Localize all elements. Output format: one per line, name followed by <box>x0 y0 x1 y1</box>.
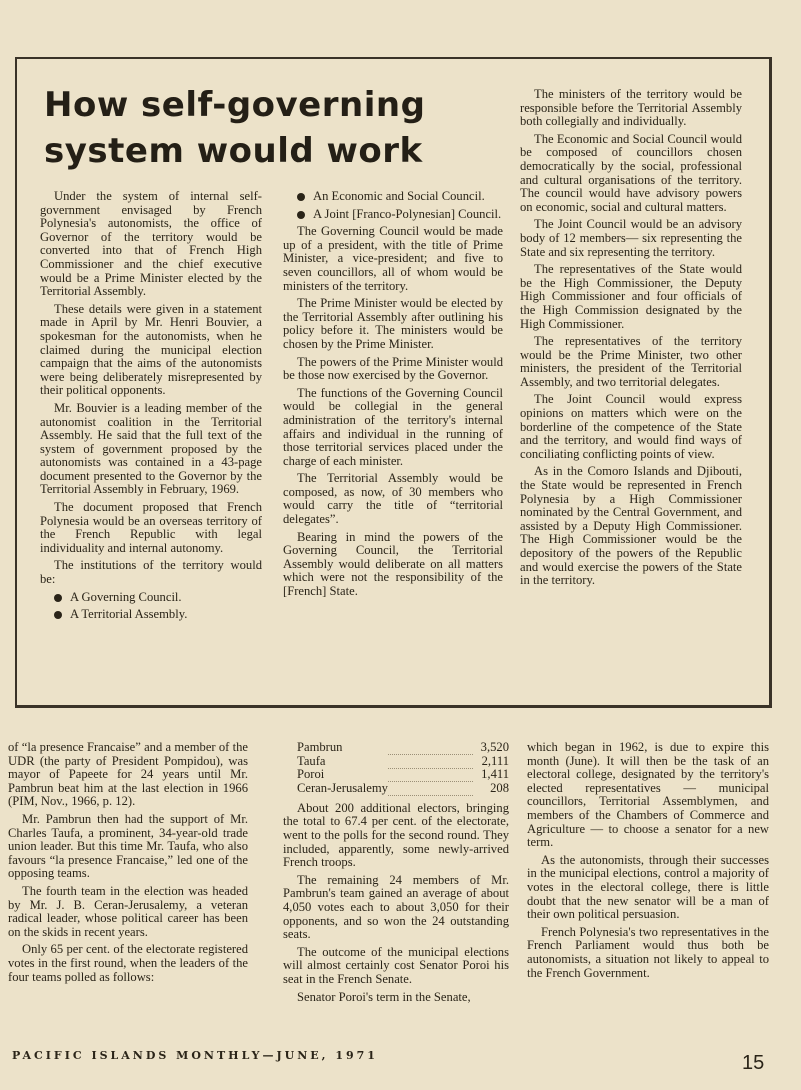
paragraph: As in the Comoro Islands and Djibouti, the State would be represented in French Polynesia by a High Commissioner nominated by the Central Government, and assisted by a Deputy High Commissioner. The High Commissioner would be the depository of the powers of the Republic and would exercise the powers of the State in the territory. <box>520 464 742 588</box>
paragraph: These details were given in a statement made in April by Mr. Henri Bouvier, a spokesman for the autonomists, when he claimed during the municipal election campaign that the aims of the autonomists were being deliberately misrepresented by their political opponents. <box>40 301 262 398</box>
bullet-dot-icon <box>54 611 62 619</box>
paragraph: French Polynesia's two representatives in the French Parliament would thus both be autonomists, a situation not likely to appeal to the French Government. <box>527 924 769 980</box>
headline: How self-governing system would work <box>44 85 426 171</box>
paragraph: Under the system of internal self-government envisaged by French Polynesia's autonomists, the office of Governor of the territory would be converted into that of French High Commissioner and the chief executive would be a Prime Minister elected by the Territorial Assembly. <box>40 189 262 299</box>
paragraph: The powers of the Prime Minister would be those now exercised by the Governor. <box>283 354 503 383</box>
table-row: Poroi 1,411 <box>297 767 509 782</box>
paragraph: The representatives of the State would be the High Commissioner, the Deputy High Commissioner and four officials of the High Commission designated by the High Commissioner. <box>520 262 742 331</box>
paragraph: Mr. Bouvier is a leading member of the autonomist coalition in the Territorial Assembly. He said that the full text of the system of government proposed by the autonomists was contained in a 43-page document presented to the Governor by the Territorial Assembly in February, 1969. <box>40 400 262 497</box>
article-column-2 <box>283 190 503 603</box>
bullet-dot-icon <box>54 594 62 602</box>
paragraph: The Economic and Social Council would be composed of councillors chosen democratically by the social, professional and cultural organisations of the territory. The council would have advisory powers on economic, social and cultural matters. <box>520 131 742 214</box>
bullet-dot-icon <box>297 193 305 201</box>
vote-results-table <box>283 741 509 796</box>
paragraph: About 200 additional electors, bringing the total to 67.4 per cent. of the electorate, went to the polls for the second round. They included, apparently, some newly-arrived French troops. <box>283 800 509 870</box>
list-item: A Governing Council. <box>40 591 262 605</box>
list-item: A Joint [Franco-Polynesian] Council. <box>283 208 503 222</box>
paragraph: Bearing in mind the powers of the Governing Council, the Territorial Assembly would deliberate on all matters which were not the responsibility of the [French] State. <box>283 529 503 599</box>
magazine-footer: PACIFIC ISLANDS MONTHLY—JUNE, 1971 <box>12 1049 378 1062</box>
lower-column-2 <box>283 741 509 1008</box>
list-item: An Economic and Social Council. <box>283 190 503 204</box>
paragraph: The outcome of the municipal elections will almost certainly cost Senator Poroi his seat in the French Senate. <box>283 944 509 986</box>
table-row: Taufa 2,111 <box>297 753 509 768</box>
lower-column-3 <box>527 741 769 984</box>
bullet-dot-icon <box>297 211 305 219</box>
paragraph: The Joint Council would be an advisory body of 12 members— six representing the State and six representing the territory. <box>520 217 742 259</box>
paragraph: Senator Poroi's term in the Senate, <box>297 989 471 1004</box>
paragraph: As the autonomists, through their successes in the municipal elections, control a majority of votes in the electoral college, there is little doubt that the new senator will be a man of their own political persuasion. <box>527 852 769 922</box>
paragraph: Mr. Pambrun then had the support of Mr. Charles Taufa, a prominent, 34-year-old trade union leader. But this time Mr. Taufa, who also favours “la presence Francaise,” led one of the opposing teams. <box>8 811 248 881</box>
paragraph: which began in 1962, is due to expire this month (June). It will then be the task of an electoral college, designated by the territory's elected representatives — municipal councillors, Territorial Assemblymen, and members of the Chambers of Commerce and Agriculture — to choose a senator for a new term. <box>527 740 769 850</box>
paragraph: The remaining 24 members of Mr. Pambrun's team gained an average of about 4,050 votes each to about 3,050 for their opponents, and so won the 24 outstanding seats. <box>283 872 509 942</box>
paragraph: The document proposed that French Polynesia would be an overseas territory of the French Republic with legal individuality and internal autonomy. <box>40 500 262 555</box>
page-number: 15 <box>742 1052 765 1074</box>
lower-column-1 <box>8 741 248 988</box>
table-row: Ceran-Jerusalemy 208 <box>297 780 509 795</box>
paragraph: The Prime Minister would be elected by the Territorial Assembly after outlining his policy before it. The ministers would be chosen by the Prime Minister. <box>283 296 503 351</box>
table-row: Pambrun 3,520 <box>297 740 509 754</box>
paragraph: The fourth team in the election was headed by Mr. J. B. Ceran-Jerusalemy, a veteran radical leader, whose political career has been on the skids in recent years. <box>8 883 248 939</box>
list-item: A Territorial Assembly. <box>40 608 262 622</box>
paragraph: Only 65 per cent. of the electorate registered votes in the first round, when the leaders of the four teams polled as follows: <box>8 942 248 984</box>
paragraph: The Joint Council would express opinions on matters which were on the borderline of the competence of the State and the territory, and would find ways of conciliating conflicting points of view. <box>520 392 742 461</box>
paragraph: The Territorial Assembly would be composed, as now, of 30 members who would carry the title of “territorial delegates”. <box>283 471 503 527</box>
paragraph: The functions of the Governing Council would be collegial in the general administration of the territory's internal affairs and individual in the running of those territorial services placed under the charge of each minister. <box>283 385 503 468</box>
paragraph: of “la presence Francaise” and a member of the UDR (the party of President Pompidou), was mayor of Papeete for 24 years until Mr. Pambrun beat him at the last election in 1966 (PIM, Nov., 1966, p. 12). <box>8 740 248 809</box>
article-column-1 <box>40 190 262 626</box>
article-column-3 <box>520 88 742 592</box>
paragraph: The Governing Council would be made up of a president, with the title of Prime Minister, a vice-president; and five to seven councillors, all of whom would be ministers of the territory. <box>283 224 503 293</box>
paragraph: The representatives of the territory would be the Prime Minister, two other ministers, the president of the Territorial Assembly, and two territorial delegates. <box>520 334 742 389</box>
paragraph: The ministers of the territory would be responsible before the Territorial Assembly both collegially and individually. <box>520 87 742 129</box>
paragraph: The institutions of the territory would be: <box>40 558 262 587</box>
